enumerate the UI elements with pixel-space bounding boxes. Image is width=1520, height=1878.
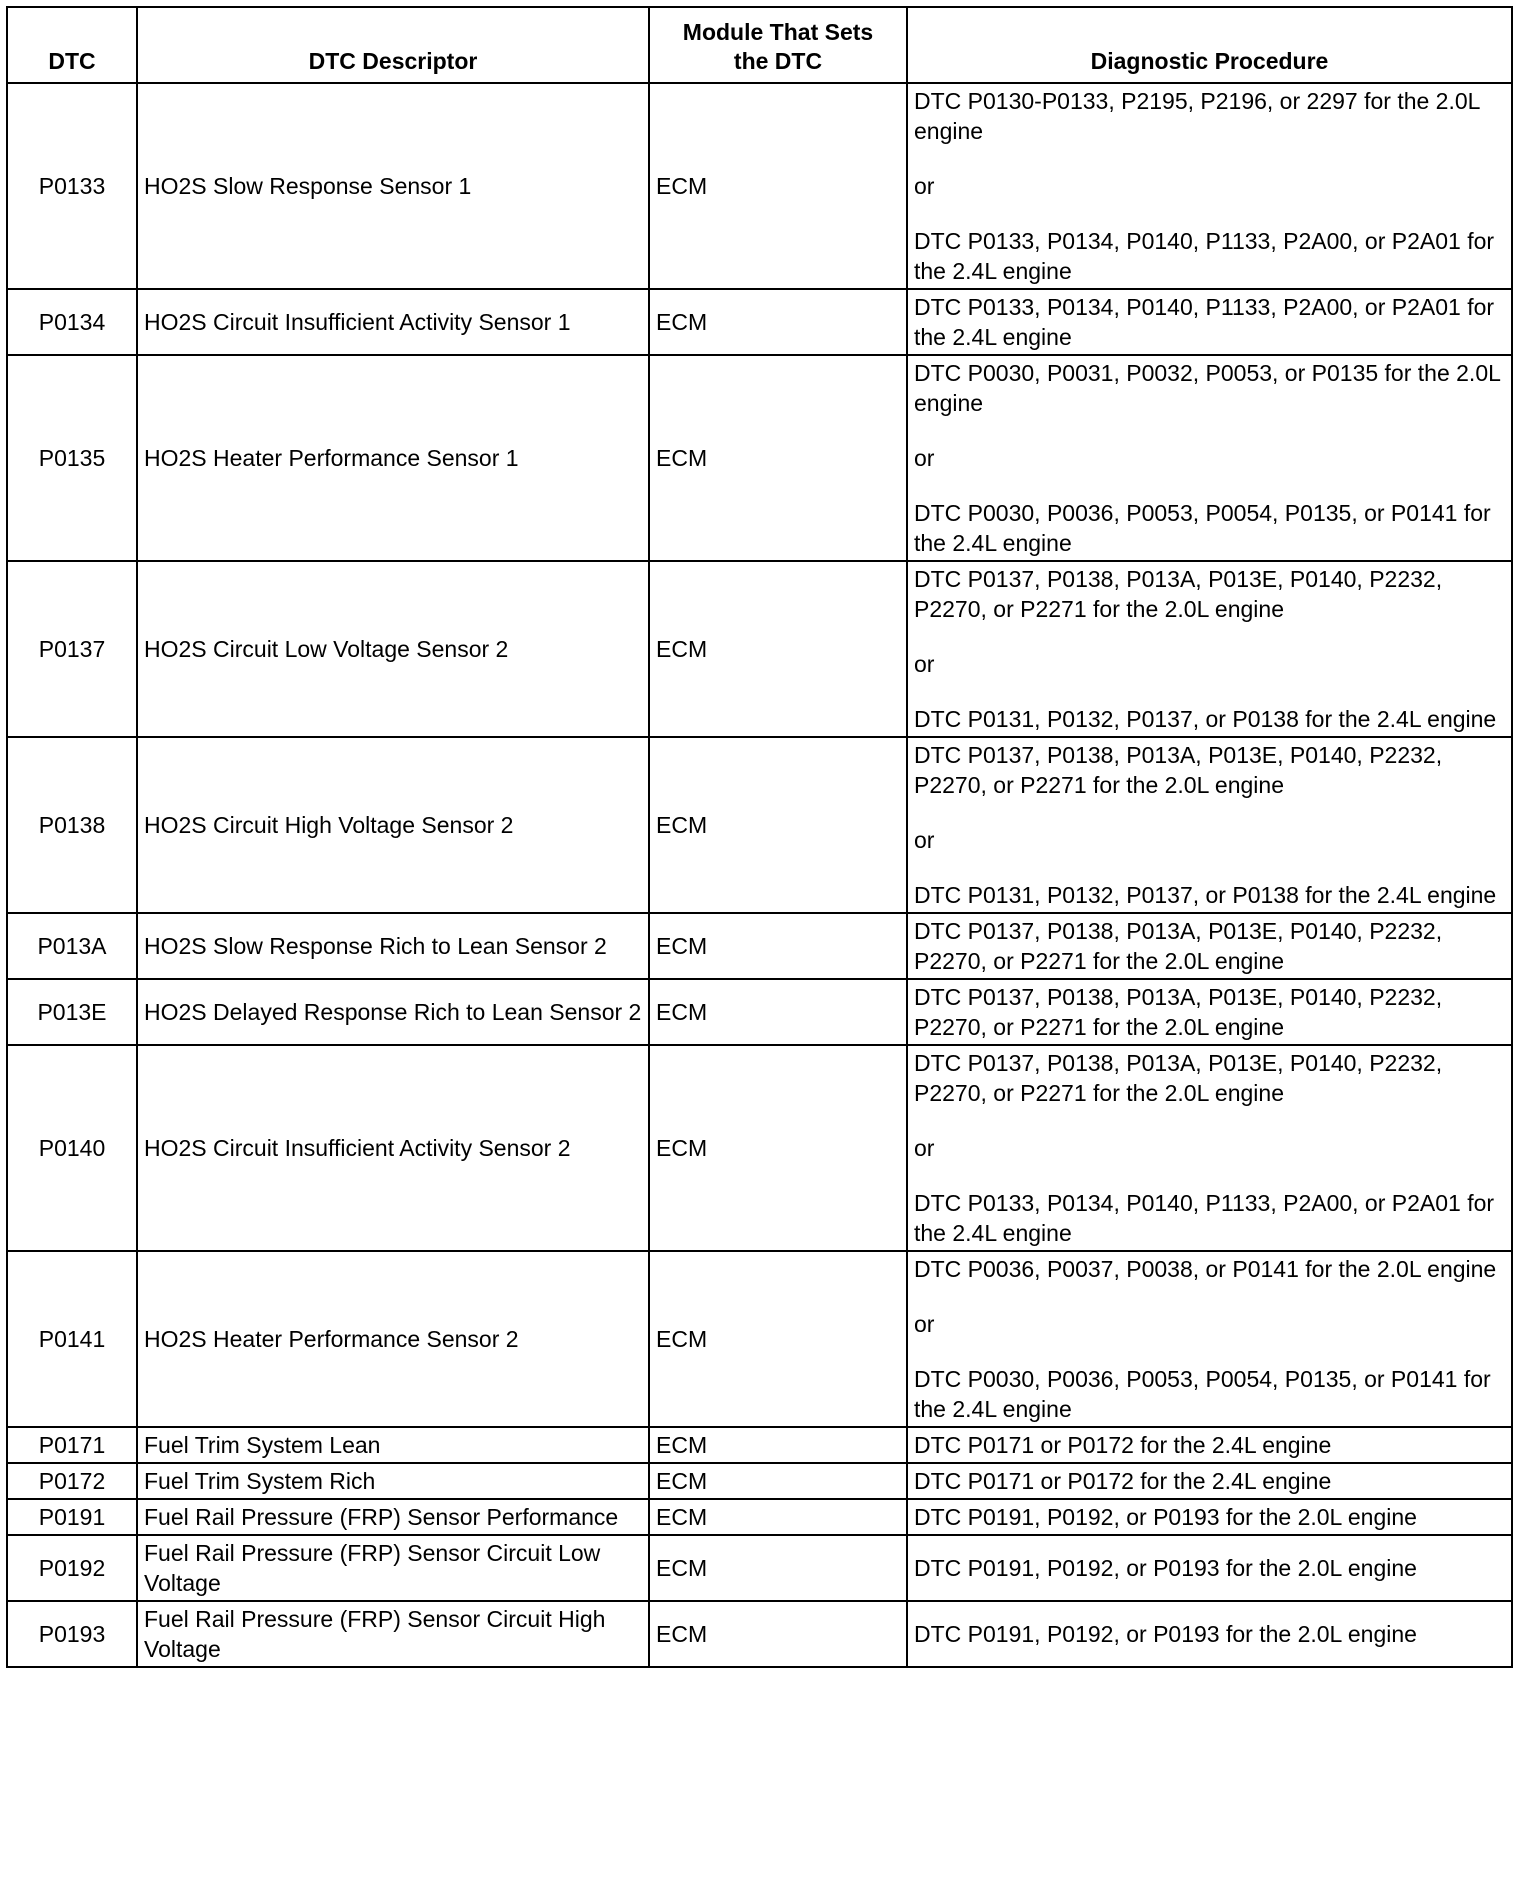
diagnostic-procedure xyxy=(907,1251,1512,1427)
dtc-descriptor: HO2S Heater Performance Sensor 2 xyxy=(137,1251,649,1427)
table-row xyxy=(7,737,1512,913)
diagnostic-procedure xyxy=(907,913,1512,979)
dtc-code: P013E xyxy=(7,979,137,1045)
dtc-code: P013A xyxy=(7,913,137,979)
dtc-code: P0191 xyxy=(7,1499,137,1535)
procedure-text: or xyxy=(914,651,935,677)
module-name: ECM xyxy=(649,1045,907,1251)
diagnostic-procedure xyxy=(907,1601,1512,1667)
procedure-text: DTC P0171 or P0172 for the 2.4L engine xyxy=(914,1468,1332,1494)
table-row xyxy=(7,1427,1512,1463)
module-name: ECM xyxy=(649,1499,907,1535)
dtc-descriptor: HO2S Delayed Response Rich to Lean Sensor 2 xyxy=(137,979,649,1045)
procedure-text: DTC P0130-P0133, P2195, P2196, or 2297 for the 2.0L engine xyxy=(914,88,1480,144)
procedure-spacer xyxy=(914,418,1505,443)
header-module: Module That Sets the DTC xyxy=(649,7,907,83)
dtc-descriptor: Fuel Trim System Lean xyxy=(137,1427,649,1463)
diagnostic-procedure xyxy=(907,289,1512,355)
procedure-spacer xyxy=(914,1163,1505,1188)
module-name: ECM xyxy=(649,1427,907,1463)
dtc-code: P0138 xyxy=(7,737,137,913)
procedure-text: or xyxy=(914,827,935,853)
module-name: ECM xyxy=(649,913,907,979)
dtc-code: P0141 xyxy=(7,1251,137,1427)
dtc-descriptor: Fuel Trim System Rich xyxy=(137,1463,649,1499)
table-row xyxy=(7,83,1512,289)
module-name: ECM xyxy=(649,289,907,355)
module-name: ECM xyxy=(649,1251,907,1427)
header-procedure: Diagnostic Procedure xyxy=(907,7,1512,83)
dtc-descriptor: HO2S Slow Response Sensor 1 xyxy=(137,83,649,289)
dtc-code: P0193 xyxy=(7,1601,137,1667)
procedure-text: DTC P0131, P0132, P0137, or P0138 for the 2.4L engine xyxy=(914,706,1497,732)
dtc-descriptor: Fuel Rail Pressure (FRP) Sensor Circuit Low Voltage xyxy=(137,1535,649,1601)
diagnostic-procedure xyxy=(907,979,1512,1045)
table-row xyxy=(7,355,1512,561)
procedure-text: DTC P0133, P0134, P0140, P1133, P2A00, or P2A01 for the 2.4L engine xyxy=(914,1190,1495,1246)
header-row xyxy=(7,7,1512,83)
dtc-descriptor: HO2S Circuit Low Voltage Sensor 2 xyxy=(137,561,649,737)
table-row xyxy=(7,1463,1512,1499)
dtc-code: P0140 xyxy=(7,1045,137,1251)
procedure-spacer xyxy=(914,855,1505,880)
module-name: ECM xyxy=(649,355,907,561)
module-name: ECM xyxy=(649,83,907,289)
procedure-text: DTC P0137, P0138, P013A, P013E, P0140, P2232, P2270, or P2271 for the 2.0L engine xyxy=(914,742,1443,798)
dtc-code: P0134 xyxy=(7,289,137,355)
procedure-text: DTC P0191, P0192, or P0193 for the 2.0L engine xyxy=(914,1621,1417,1647)
header-descriptor: DTC Descriptor xyxy=(137,7,649,83)
procedure-text: DTC P0030, P0036, P0053, P0054, P0135, or P0141 for the 2.4L engine xyxy=(914,1366,1491,1422)
dtc-code: P0135 xyxy=(7,355,137,561)
table-row xyxy=(7,561,1512,737)
procedure-spacer xyxy=(914,146,1505,171)
table-row xyxy=(7,1535,1512,1601)
procedure-spacer xyxy=(914,473,1505,498)
table-row xyxy=(7,1499,1512,1535)
procedure-text: or xyxy=(914,445,935,471)
procedure-text: DTC P0131, P0132, P0137, or P0138 for the 2.4L engine xyxy=(914,882,1497,908)
table-row xyxy=(7,1251,1512,1427)
diagnostic-procedure xyxy=(907,83,1512,289)
procedure-text: DTC P0030, P0031, P0032, P0053, or P0135 for the 2.0L engine xyxy=(914,360,1501,416)
diagnostic-procedure xyxy=(907,737,1512,913)
procedure-text: DTC P0137, P0138, P013A, P013E, P0140, P2232, P2270, or P2271 for the 2.0L engine xyxy=(914,918,1443,974)
procedure-text: DTC P0030, P0036, P0053, P0054, P0135, or P0141 for the 2.4L engine xyxy=(914,500,1491,556)
dtc-code: P0137 xyxy=(7,561,137,737)
diagnostic-procedure xyxy=(907,1045,1512,1251)
module-name: ECM xyxy=(649,561,907,737)
procedure-text: DTC P0036, P0037, P0038, or P0141 for the 2.0L engine xyxy=(914,1256,1497,1282)
table-row xyxy=(7,1045,1512,1251)
dtc-code: P0192 xyxy=(7,1535,137,1601)
dtc-descriptor: HO2S Circuit Insufficient Activity Sensor 1 xyxy=(137,289,649,355)
table-row xyxy=(7,913,1512,979)
diagnostic-procedure xyxy=(907,355,1512,561)
dtc-descriptor: HO2S Heater Performance Sensor 1 xyxy=(137,355,649,561)
table-row xyxy=(7,1601,1512,1667)
procedure-text: DTC P0137, P0138, P013A, P013E, P0140, P2232, P2270, or P2271 for the 2.0L engine xyxy=(914,566,1443,622)
module-name: ECM xyxy=(649,737,907,913)
module-name: ECM xyxy=(649,979,907,1045)
dtc-descriptor: HO2S Slow Response Rich to Lean Sensor 2 xyxy=(137,913,649,979)
dtc-code: P0171 xyxy=(7,1427,137,1463)
procedure-spacer xyxy=(914,1339,1505,1364)
diagnostic-procedure xyxy=(907,1535,1512,1601)
procedure-text: DTC P0133, P0134, P0140, P1133, P2A00, or P2A01 for the 2.4L engine xyxy=(914,294,1495,350)
table-body xyxy=(7,83,1512,1667)
procedure-text: DTC P0191, P0192, or P0193 for the 2.0L engine xyxy=(914,1555,1417,1581)
diagnostic-procedure xyxy=(907,1499,1512,1535)
module-name: ECM xyxy=(649,1463,907,1499)
table-row xyxy=(7,979,1512,1045)
header-dtc: DTC xyxy=(7,7,137,83)
procedure-text: or xyxy=(914,1135,935,1161)
procedure-text: DTC P0171 or P0172 for the 2.4L engine xyxy=(914,1432,1332,1458)
procedure-text: or xyxy=(914,173,935,199)
procedure-text: DTC P0133, P0134, P0140, P1133, P2A00, or P2A01 for the 2.4L engine xyxy=(914,228,1495,284)
diagnostic-procedure xyxy=(907,1427,1512,1463)
diagnostic-procedure xyxy=(907,561,1512,737)
dtc-descriptor: HO2S Circuit Insufficient Activity Sensor 2 xyxy=(137,1045,649,1251)
procedure-spacer xyxy=(914,800,1505,825)
procedure-spacer xyxy=(914,201,1505,226)
dtc-table-container xyxy=(6,6,1511,1668)
procedure-spacer xyxy=(914,624,1505,649)
dtc-code: P0172 xyxy=(7,1463,137,1499)
procedure-spacer xyxy=(914,1284,1505,1309)
dtc-descriptor: Fuel Rail Pressure (FRP) Sensor Circuit High Voltage xyxy=(137,1601,649,1667)
dtc-table xyxy=(6,6,1513,1668)
dtc-descriptor: HO2S Circuit High Voltage Sensor 2 xyxy=(137,737,649,913)
procedure-text: DTC P0137, P0138, P013A, P013E, P0140, P2232, P2270, or P2271 for the 2.0L engine xyxy=(914,1050,1443,1106)
procedure-text: or xyxy=(914,1311,935,1337)
procedure-spacer xyxy=(914,679,1505,704)
module-name: ECM xyxy=(649,1535,907,1601)
diagnostic-procedure xyxy=(907,1463,1512,1499)
table-row xyxy=(7,289,1512,355)
dtc-code: P0133 xyxy=(7,83,137,289)
module-name: ECM xyxy=(649,1601,907,1667)
procedure-text: DTC P0191, P0192, or P0193 for the 2.0L engine xyxy=(914,1504,1417,1530)
procedure-spacer xyxy=(914,1108,1505,1133)
dtc-descriptor: Fuel Rail Pressure (FRP) Sensor Performance xyxy=(137,1499,649,1535)
procedure-text: DTC P0137, P0138, P013A, P013E, P0140, P2232, P2270, or P2271 for the 2.0L engine xyxy=(914,984,1443,1040)
